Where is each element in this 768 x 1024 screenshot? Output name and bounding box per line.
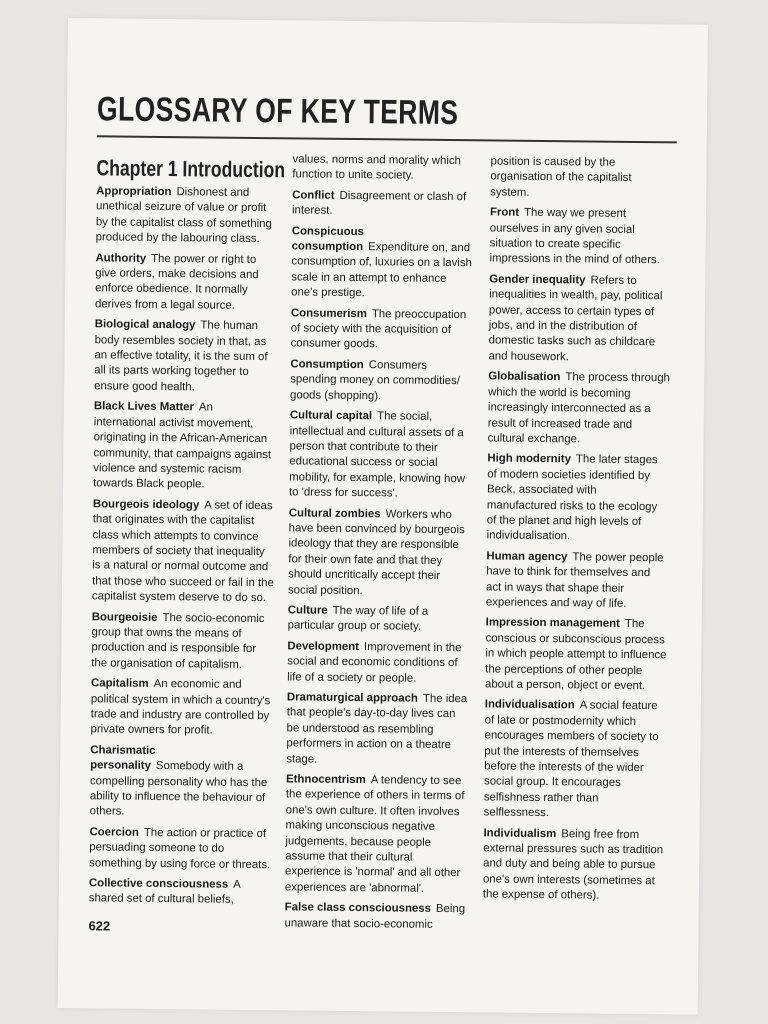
glossary-entry: [91, 610, 274, 674]
glossary-entry: [488, 370, 671, 449]
glossary-entry: [289, 408, 472, 502]
glossary-definition: The way we present ourselves in any given social situation to create specific impressions in the mind of others.: [489, 207, 660, 267]
glossary-entry: [292, 188, 474, 221]
glossary-entry: [90, 676, 273, 740]
glossary-term: Gender inequality: [489, 273, 586, 287]
glossary-definition: Being unaware that socio-economic: [284, 903, 466, 931]
glossary-term: Bourgeoisie: [91, 610, 158, 624]
glossary-term: Ethnocentrism: [285, 773, 366, 787]
glossary-term: Biological analogy: [94, 318, 196, 332]
glossary-term: Appropriation: [96, 185, 172, 199]
glossary-entry: [94, 318, 277, 397]
glossary-entry: [485, 616, 668, 695]
glossary-definition: The human body resembles society in that, as an effective totality, it is the sum of all its parts working together to ensure good health.: [94, 319, 268, 394]
column-2-entries: [284, 188, 474, 933]
glossary-definition: Improvement in the social and economic conditions of life of a society or people.: [287, 640, 462, 685]
column-1-entries: [89, 184, 279, 909]
glossary-definition: The way of life of a particular group or society.: [287, 604, 429, 634]
glossary-term: High modernity: [487, 452, 572, 466]
glossary-definition: Dishonest and unethical seizure of value or profit by the capitalist class of something produced by the labouring class.: [95, 186, 272, 246]
glossary-term: Capitalism: [90, 677, 149, 691]
chapter-heading: Chapter 1 Introduction: [96, 155, 286, 183]
glossary-term: Cultural capital: [289, 409, 373, 423]
glossary-term: Dramaturgical approach: [286, 691, 419, 705]
glossary-definition: The conscious or subconscious process in which people attempt to influence the perceptions of other people about a person, object or event.: [484, 618, 667, 693]
glossary-definition: The later stages of modern societies identified by Beck, associated with manufactured risks to the ecology of the planet and high levels of individualisation.: [486, 453, 658, 543]
glossary-definition: A shared set of cultural beliefs,: [88, 878, 241, 907]
glossary-term: Globalisation: [488, 370, 561, 384]
glossary-entry: [90, 743, 273, 822]
column-3-entries: [483, 206, 672, 905]
glossary-entry: [288, 603, 470, 636]
glossary-term: Consumption: [290, 358, 364, 371]
column-3: [483, 154, 673, 910]
glossary-definition: The power or right to give orders, make decisions and enforce obedience. It normally derives from a legal source.: [94, 252, 259, 312]
glossary-entry: [89, 825, 271, 873]
glossary-term: Charismatic personality: [90, 744, 156, 773]
glossary-definition: An international activist movement, originating in the African-American community, that campaigns against violence and systemic racism towards Black people.: [93, 401, 272, 491]
glossary-term: Conflict: [292, 189, 335, 202]
glossary-entry: [286, 690, 469, 769]
glossary-definition: An economic and political system in which a country's trade and industry are controlled by private owners for profit.: [90, 678, 271, 737]
glossary-definition: Disagreement or clash of interest.: [291, 189, 467, 217]
glossary-term: Individualisation: [484, 698, 575, 712]
glossary-term: Human agency: [486, 550, 568, 564]
glossary-term: Conspicuous consumption: [291, 224, 364, 254]
glossary-entry: [89, 876, 271, 909]
glossary-definition: Expenditure on, and consumption of, luxuries on a lavish scale in an attempt to enhance one's prestige.: [291, 241, 472, 300]
glossary-definition: Somebody with a compelling personality who has the ability to influence the behaviour of others.: [89, 760, 268, 819]
glossary-entry: [290, 357, 472, 405]
glossary-definition: The preoccupation of society with the acquisition of consumer goods.: [290, 307, 467, 351]
glossary-term: Cultural zombies: [288, 506, 381, 520]
glossary-term: Development: [287, 640, 360, 653]
glossary-entry: [487, 452, 670, 546]
glossary-definition: Workers who have been convinced by bourgeois ideology that they are responsible for their own fate and that they should uncritically accept their social position.: [287, 507, 465, 597]
glossary-entry: [93, 400, 276, 494]
glossary-term: Collective consciousness: [88, 877, 229, 891]
column-1: [88, 150, 286, 914]
glossary-definition: A social feature of late or postmodernity which encourages members of society to put the interests of themselves before the interests of the wider social group. It encourages selfishness rather than selflessness.: [483, 699, 659, 820]
glossary-entry: [488, 272, 671, 366]
glossary-entry: [489, 206, 672, 270]
glossary-term: Culture: [287, 604, 328, 617]
glossary-entry: [96, 184, 279, 248]
glossary-term: False class consciousness: [284, 901, 432, 916]
page-number: 622: [88, 918, 111, 934]
page-title: GLOSSARY OF KEY TERMS: [96, 90, 459, 133]
title-rule: [97, 135, 677, 143]
column-2: [284, 152, 474, 938]
glossary-term: Authority: [95, 251, 147, 265]
glossary-entry: [486, 549, 669, 613]
glossary-entry: [483, 826, 666, 905]
glossary-term: Front: [489, 206, 520, 219]
book-page: [58, 18, 708, 1015]
glossary-definition: A set of ideas that originates with the capitalist class which attempts to convince members of society that inequality is a natural or normal outcome and that those who succeed or fail in the capitalist system deserve to do so.: [91, 499, 274, 605]
glossary-entry: [291, 306, 473, 354]
glossary-entry: [291, 224, 474, 303]
glossary-term: Individualism: [483, 827, 557, 840]
glossary-definition: A tendency to see the experience of others in terms of one's own culture. It often involves making unconscious negative judgements, because people assume that their cultural experience is 'normal' and all other experiences are 'abnormal'.: [284, 774, 465, 895]
glossary-term: Consumerism: [290, 307, 367, 320]
glossary-entry: [287, 639, 469, 687]
glossary-entry: [92, 497, 275, 607]
glossary-definition: The social, intellectual and cultural assets of a person that contribute to their educational success or social mobility, for example, knowing how to 'dress for success'.: [288, 410, 466, 500]
glossary-entry: [95, 251, 278, 315]
glossary-definition: The process through which the world is becoming increasingly interconnected as a result of increased trade and cultural exchange.: [487, 371, 670, 446]
glossary-definition: Refers to inequalities in wealth, pay, political power, access to certain types of jobs, and in the distribution of domestic tasks such as childcare and housework.: [488, 274, 663, 364]
glossary-entry: [285, 772, 468, 897]
continued-definition: position is caused by the organisation of the capitalist system.: [490, 155, 632, 199]
glossary-definition: The power people have to think for themselves and act in ways that shape their experiences and way of life.: [485, 551, 664, 610]
glossary-entry: [288, 506, 471, 600]
glossary-term: Bourgeois ideology: [92, 498, 200, 512]
glossary-definition: Being free from external pressures such as tradition and duty and being able to pursue one's own interests (sometimes at the expense of others).: [482, 827, 664, 902]
glossary-definition: The idea that people's day-to-day lives can be understood as resembling performers in action on a theatre stage.: [286, 692, 468, 766]
glossary-entry: [284, 901, 466, 934]
glossary-term: Coercion: [89, 826, 139, 839]
continued-definition: values, norms and morality which function to unite society.: [292, 153, 461, 183]
glossary-definition: The socio-economic group that owns the means of production and is responsible for the organisation of capitalism.: [91, 611, 265, 671]
glossary-definition: Consumers spending money on commodities/ goods (shopping).: [290, 359, 460, 402]
glossary-entry: [484, 698, 667, 823]
glossary-term: Impression management: [485, 616, 620, 631]
glossary-definition: The action or practice of persuading someone to do something by using force or threats.: [89, 826, 271, 871]
glossary-term: Black Lives Matter: [93, 400, 195, 414]
